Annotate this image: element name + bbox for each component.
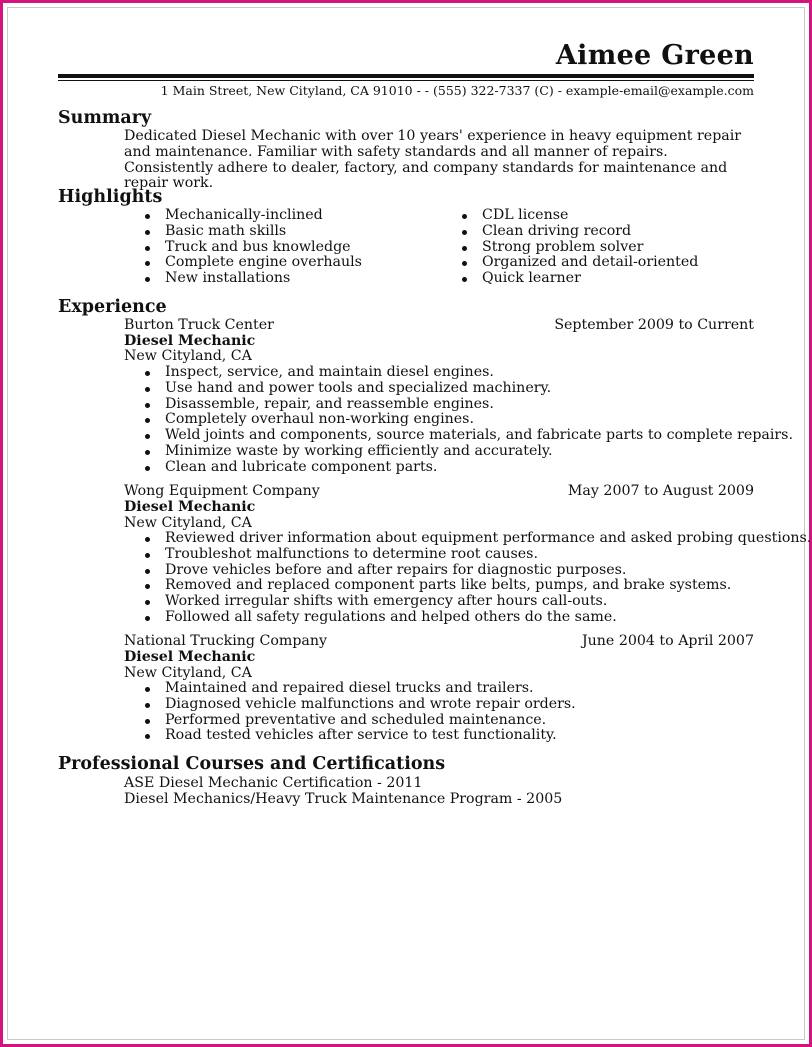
- list-item: Clean driving record: [441, 224, 698, 240]
- list-item: Disassemble, repair, and reassemble engines.: [124, 397, 793, 413]
- courses-heading: Professional Courses and Certifications: [58, 754, 446, 774]
- experience-heading: Experience: [58, 297, 167, 317]
- list-item: Troubleshot malfunctions to determine root causes.: [124, 547, 811, 563]
- list-item: New installations: [124, 271, 362, 287]
- list-item: Drove vehicles before and after repairs for diagnostic purposes.: [124, 563, 811, 579]
- list-item: Performed preventative and scheduled maintenance.: [124, 713, 576, 729]
- job-title: Diesel Mechanic: [124, 649, 256, 665]
- applicant-name: Aimee Green: [555, 40, 754, 71]
- list-item: Quick learner: [441, 271, 698, 287]
- contact-line: 1 Main Street, New Cityland, CA 91010 - - (555) 322-7337 (C) - example-email@example.com: [160, 83, 754, 98]
- list-item: Mechanically-inclined: [124, 208, 362, 224]
- list-item: Complete engine overhauls: [124, 255, 362, 271]
- job-company: Burton Truck Center: [124, 317, 274, 333]
- list-item: Use hand and power tools and specialized machinery.: [124, 381, 793, 397]
- list-item: Maintained and repaired diesel trucks and trailers.: [124, 681, 576, 697]
- list-item: Weld joints and components, source materials, and fabricate parts to complete repairs.: [124, 428, 793, 444]
- job-company: Wong Equipment Company: [124, 483, 320, 499]
- list-item: Basic math skills: [124, 224, 362, 240]
- course-item: Diesel Mechanics/Heavy Truck Maintenance Program - 2005: [124, 791, 563, 807]
- summary-text: Dedicated Diesel Mechanic with over 10 years' experience in heavy equipment repair and maintenance. Familiar with safety standards and all manner of repairs. Consistently adhere to dealer, factory, and company standards for maintenance and repair work.: [124, 128, 742, 192]
- job-company: National Trucking Company: [124, 633, 328, 649]
- job-title: Diesel Mechanic: [124, 333, 256, 349]
- summary-heading: Summary: [58, 108, 152, 128]
- list-item: Strong problem solver: [441, 240, 698, 256]
- list-item: Diagnosed vehicle malfunctions and wrote repair orders.: [124, 697, 576, 713]
- list-item: Completely overhaul non-working engines.: [124, 412, 793, 428]
- list-item: Road tested vehicles after service to test functionality.: [124, 728, 576, 744]
- job-location: New Cityland, CA: [124, 348, 252, 364]
- job-duties-list: [124, 681, 576, 744]
- highlights-right-list: [441, 208, 698, 287]
- list-item: Reviewed driver information about equipment performance and asked probing questions.: [124, 531, 811, 547]
- highlights-heading: Highlights: [58, 187, 163, 207]
- list-item: Organized and detail-oriented: [441, 255, 698, 271]
- highlights-left-list: [124, 208, 362, 287]
- list-item: Clean and lubricate component parts.: [124, 460, 793, 476]
- job-title: Diesel Mechanic: [124, 499, 256, 515]
- job-location: New Cityland, CA: [124, 515, 252, 531]
- job-duties-list: [124, 365, 793, 476]
- list-item: CDL license: [441, 208, 698, 224]
- job-duties-list: [124, 531, 811, 626]
- header-rule-thin: [58, 80, 754, 81]
- list-item: Worked irregular shifts with emergency after hours call-outs.: [124, 594, 811, 610]
- list-item: Minimize waste by working efficiently and accurately.: [124, 444, 793, 460]
- job-location: New Cityland, CA: [124, 665, 252, 681]
- job-dates: September 2009 to Current: [554, 317, 754, 333]
- list-item: Truck and bus knowledge: [124, 240, 362, 256]
- job-dates: June 2004 to April 2007: [581, 633, 754, 649]
- header-rule-thick: [58, 74, 754, 78]
- list-item: Followed all safety regulations and helped others do the same.: [124, 610, 811, 626]
- course-item: ASE Diesel Mechanic Certification - 2011: [124, 775, 423, 791]
- list-item: Inspect, service, and maintain diesel engines.: [124, 365, 793, 381]
- list-item: Removed and replaced component parts like belts, pumps, and brake systems.: [124, 578, 811, 594]
- job-dates: May 2007 to August 2009: [567, 483, 754, 499]
